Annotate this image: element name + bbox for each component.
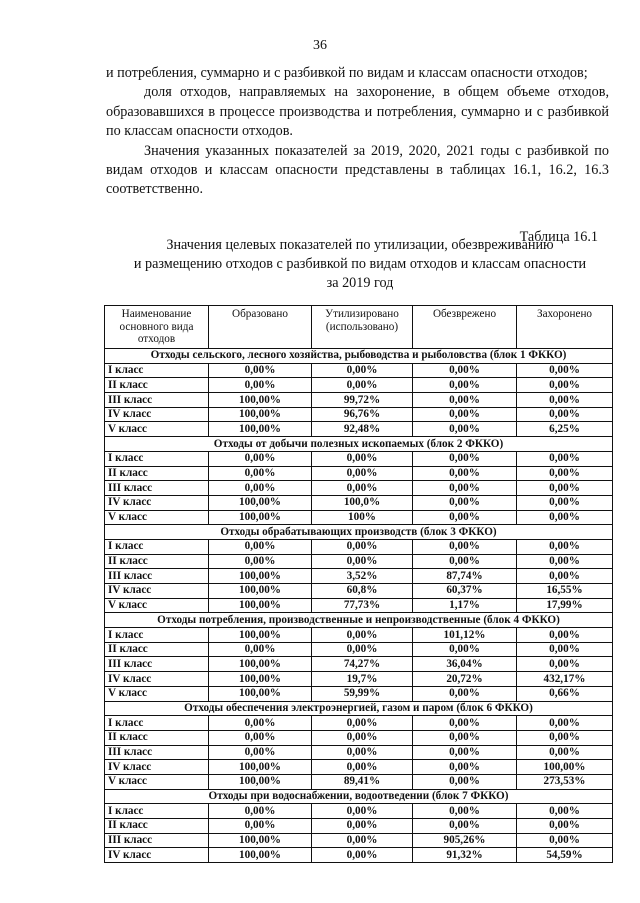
value-cell: 0,00%: [517, 554, 613, 569]
section-title: Отходы обрабатывающих производств (блок 3 ФККО): [105, 525, 613, 540]
table-row: [105, 554, 613, 569]
value-cell: 100%: [312, 510, 413, 525]
value-cell: 100,00%: [209, 510, 312, 525]
value-cell: 0,00%: [517, 393, 613, 408]
table-row: [105, 481, 613, 496]
hazard-class-cell: IV класс: [105, 672, 209, 687]
value-cell: 0,00%: [312, 628, 413, 643]
hazard-class-cell: I класс: [105, 363, 209, 378]
value-cell: 0,00%: [517, 657, 613, 672]
hazard-class-cell: II класс: [105, 730, 209, 745]
hazard-class-cell: I класс: [105, 804, 209, 819]
hazard-class-cell: V класс: [105, 686, 209, 701]
value-cell: 0,00%: [312, 819, 413, 834]
value-cell: 100,00%: [209, 495, 312, 510]
value-cell: 60,37%: [413, 584, 517, 599]
value-cell: 0,00%: [517, 378, 613, 393]
value-cell: 0,00%: [413, 804, 517, 819]
value-cell: 0,00%: [517, 730, 613, 745]
value-cell: 0,00%: [517, 451, 613, 466]
header-neutralized: Обезврежено: [413, 306, 517, 349]
table-row: [105, 760, 613, 775]
table-row: [105, 495, 613, 510]
hazard-class-cell: IV класс: [105, 760, 209, 775]
paragraph-1: и потребления, суммарно и с разбивкой по видам и классам опасности отходов;: [106, 65, 588, 81]
value-cell: 0,00%: [413, 422, 517, 437]
table-row: [105, 716, 613, 731]
section-header-row: [105, 349, 613, 364]
value-cell: 100,00%: [209, 407, 312, 422]
value-cell: 0,00%: [413, 378, 517, 393]
hazard-class-cell: III класс: [105, 657, 209, 672]
value-cell: 0,00%: [312, 804, 413, 819]
value-cell: 96,76%: [312, 407, 413, 422]
table-row: [105, 598, 613, 613]
value-cell: 100,00%: [209, 672, 312, 687]
value-cell: 0,00%: [413, 393, 517, 408]
value-cell: 0,00%: [209, 716, 312, 731]
value-cell: 0,00%: [413, 510, 517, 525]
value-cell: 0,00%: [312, 760, 413, 775]
value-cell: 89,41%: [312, 774, 413, 789]
table-row: [105, 363, 613, 378]
hazard-class-cell: V класс: [105, 422, 209, 437]
hazard-class-cell: III класс: [105, 833, 209, 848]
value-cell: 91,32%: [413, 848, 517, 863]
value-cell: 100,00%: [209, 833, 312, 848]
value-cell: 100,00%: [209, 760, 312, 775]
hazard-class-cell: II класс: [105, 466, 209, 481]
value-cell: 0,00%: [312, 833, 413, 848]
caption-line-2: и размещению отходов с разбивкой по видам отходов и классам опасности: [133, 256, 587, 272]
table-row: [105, 848, 613, 863]
table-label: Таблица 16.1: [519, 229, 598, 245]
section-header-row: [105, 789, 613, 804]
table-row: [105, 833, 613, 848]
value-cell: 20,72%: [413, 672, 517, 687]
hazard-class-cell: II класс: [105, 642, 209, 657]
hazard-class-cell: III класс: [105, 393, 209, 408]
value-cell: 0,00%: [312, 848, 413, 863]
value-cell: 432,17%: [517, 672, 613, 687]
table-row: [105, 539, 613, 554]
value-cell: 60,8%: [312, 584, 413, 599]
value-cell: 0,00%: [517, 833, 613, 848]
value-cell: 0,00%: [413, 716, 517, 731]
value-cell: 77,73%: [312, 598, 413, 613]
table-row: [105, 686, 613, 701]
value-cell: 0,00%: [413, 774, 517, 789]
section-title: Отходы обеспечения электроэнергией, газом и паром (блок 6 ФККО): [105, 701, 613, 716]
value-cell: 0,00%: [312, 642, 413, 657]
hazard-class-cell: I класс: [105, 716, 209, 731]
value-cell: 0,00%: [413, 642, 517, 657]
value-cell: 0,00%: [312, 466, 413, 481]
value-cell: 0,00%: [312, 539, 413, 554]
value-cell: 0,00%: [413, 686, 517, 701]
value-cell: 0,00%: [517, 716, 613, 731]
hazard-class-cell: IV класс: [105, 848, 209, 863]
header-generated: Образовано: [209, 306, 312, 349]
header-utilized: Утилизировано (использовано): [312, 306, 413, 349]
value-cell: 100,00%: [209, 422, 312, 437]
table-row: [105, 774, 613, 789]
value-cell: 74,27%: [312, 657, 413, 672]
value-cell: 0,00%: [413, 760, 517, 775]
value-cell: 0,00%: [209, 481, 312, 496]
value-cell: 273,53%: [517, 774, 613, 789]
hazard-class-cell: V класс: [105, 598, 209, 613]
caption-line-3: за 2019 год: [326, 275, 394, 291]
value-cell: 0,00%: [209, 745, 312, 760]
section-title: Отходы сельского, лесного хозяйства, рыбоводства и рыболовства (блок 1 ФККО): [105, 349, 613, 364]
value-cell: 0,00%: [413, 481, 517, 496]
value-cell: 0,00%: [312, 716, 413, 731]
value-cell: 0,00%: [517, 804, 613, 819]
value-cell: 0,00%: [413, 451, 517, 466]
table-row: [105, 628, 613, 643]
section-header-row: [105, 701, 613, 716]
table-row: [105, 466, 613, 481]
value-cell: 0,00%: [517, 407, 613, 422]
hazard-class-cell: II класс: [105, 554, 209, 569]
value-cell: 0,00%: [413, 745, 517, 760]
table-row: [105, 569, 613, 584]
value-cell: 0,00%: [312, 554, 413, 569]
hazard-class-cell: III класс: [105, 745, 209, 760]
value-cell: 0,00%: [209, 804, 312, 819]
value-cell: 0,00%: [517, 628, 613, 643]
value-cell: 100,00%: [209, 598, 312, 613]
body-text: [106, 64, 609, 200]
paragraph-2: доля отходов, направляемых на захоронение, в общем объеме отходов, образовавшихся в процессе производства и потребления, суммарно и с разбивкой по классам опасности отходов.: [106, 84, 609, 140]
value-cell: 0,00%: [209, 539, 312, 554]
value-cell: 0,00%: [209, 819, 312, 834]
hazard-class-cell: V класс: [105, 774, 209, 789]
value-cell: 0,00%: [517, 481, 613, 496]
section-header-row: [105, 525, 613, 540]
value-cell: 100,00%: [209, 848, 312, 863]
value-cell: 0,00%: [517, 363, 613, 378]
section-title: Отходы при водоснабжении, водоотведении (блок 7 ФККО): [105, 789, 613, 804]
hazard-class-cell: I класс: [105, 451, 209, 466]
value-cell: 17,99%: [517, 598, 613, 613]
value-cell: 1,17%: [413, 598, 517, 613]
value-cell: 87,74%: [413, 569, 517, 584]
value-cell: 0,00%: [517, 745, 613, 760]
table-row: [105, 745, 613, 760]
value-cell: 0,00%: [209, 642, 312, 657]
value-cell: 3,52%: [312, 569, 413, 584]
value-cell: 0,00%: [209, 554, 312, 569]
section-header-row: [105, 613, 613, 628]
value-cell: 0,00%: [413, 466, 517, 481]
value-cell: 0,00%: [312, 451, 413, 466]
value-cell: 0,00%: [413, 407, 517, 422]
value-cell: 0,00%: [517, 569, 613, 584]
header-buried: Захоронено: [517, 306, 613, 349]
value-cell: 0,00%: [312, 745, 413, 760]
table-row: [105, 393, 613, 408]
table-row: [105, 642, 613, 657]
section-title: Отходы от добычи полезных ископаемых (блок 2 ФККО): [105, 437, 613, 452]
value-cell: 100,00%: [209, 569, 312, 584]
table-row: [105, 730, 613, 745]
value-cell: 0,00%: [413, 554, 517, 569]
table-row: [105, 407, 613, 422]
table-header-row: [105, 306, 613, 349]
value-cell: 99,72%: [312, 393, 413, 408]
hazard-class-cell: V класс: [105, 510, 209, 525]
table-row: [105, 804, 613, 819]
hazard-class-cell: IV класс: [105, 584, 209, 599]
section-header-row: [105, 437, 613, 452]
value-cell: 100,00%: [209, 686, 312, 701]
value-cell: 0,00%: [312, 730, 413, 745]
hazard-class-cell: I класс: [105, 628, 209, 643]
hazard-class-cell: IV класс: [105, 495, 209, 510]
value-cell: 100,00%: [209, 774, 312, 789]
hazard-class-cell: III класс: [105, 569, 209, 584]
value-cell: 0,00%: [312, 481, 413, 496]
header-waste-type: Наименование основного вида отходов: [105, 306, 209, 349]
value-cell: 0,00%: [209, 378, 312, 393]
caption-line-1: Значения целевых показателей по утилизации, обезвреживанию: [166, 237, 554, 253]
value-cell: 0,00%: [312, 363, 413, 378]
value-cell: 100,00%: [209, 657, 312, 672]
value-cell: 0,00%: [517, 539, 613, 554]
value-cell: 16,55%: [517, 584, 613, 599]
value-cell: 0,00%: [413, 539, 517, 554]
paragraph-3: Значения указанных показателей за 2019, 2020, 2021 годы с разбивкой по видам отходов и классам опасности представлены в таблицах 16.1, 16.2, 16.3 соответственно.: [106, 142, 609, 198]
value-cell: 92,48%: [312, 422, 413, 437]
table-row: [105, 584, 613, 599]
hazard-class-cell: I класс: [105, 539, 209, 554]
hazard-class-cell: IV класс: [105, 407, 209, 422]
value-cell: 0,00%: [209, 730, 312, 745]
table-body: [105, 349, 613, 863]
value-cell: 100,00%: [209, 393, 312, 408]
section-title: Отходы потребления, производственные и непроизводственные (блок 4 ФККО): [105, 613, 613, 628]
value-cell: 101,12%: [413, 628, 517, 643]
table-row: [105, 510, 613, 525]
value-cell: 0,00%: [413, 730, 517, 745]
hazard-class-cell: II класс: [105, 378, 209, 393]
table-caption: [100, 236, 620, 293]
hazard-class-cell: II класс: [105, 819, 209, 834]
page-number: 36: [313, 38, 327, 53]
value-cell: 100,00%: [209, 628, 312, 643]
hazard-class-cell: III класс: [105, 481, 209, 496]
table-row: [105, 422, 613, 437]
value-cell: 0,00%: [312, 378, 413, 393]
table-row: [105, 672, 613, 687]
table-row: [105, 451, 613, 466]
value-cell: 0,00%: [209, 363, 312, 378]
value-cell: 100,00%: [209, 584, 312, 599]
value-cell: 6,25%: [517, 422, 613, 437]
table-row: [105, 657, 613, 672]
value-cell: 100,0%: [312, 495, 413, 510]
value-cell: 0,00%: [517, 495, 613, 510]
value-cell: 0,66%: [517, 686, 613, 701]
value-cell: 59,99%: [312, 686, 413, 701]
value-cell: 0,00%: [517, 819, 613, 834]
value-cell: 36,04%: [413, 657, 517, 672]
value-cell: 19,7%: [312, 672, 413, 687]
value-cell: 0,00%: [413, 495, 517, 510]
value-cell: 0,00%: [209, 451, 312, 466]
waste-indicators-table: [104, 305, 613, 863]
value-cell: 0,00%: [517, 510, 613, 525]
value-cell: 54,59%: [517, 848, 613, 863]
value-cell: 0,00%: [209, 466, 312, 481]
value-cell: 0,00%: [517, 466, 613, 481]
value-cell: 905,26%: [413, 833, 517, 848]
value-cell: 0,00%: [517, 642, 613, 657]
value-cell: 0,00%: [413, 363, 517, 378]
table-row: [105, 819, 613, 834]
value-cell: 100,00%: [517, 760, 613, 775]
table-row: [105, 378, 613, 393]
value-cell: 0,00%: [413, 819, 517, 834]
